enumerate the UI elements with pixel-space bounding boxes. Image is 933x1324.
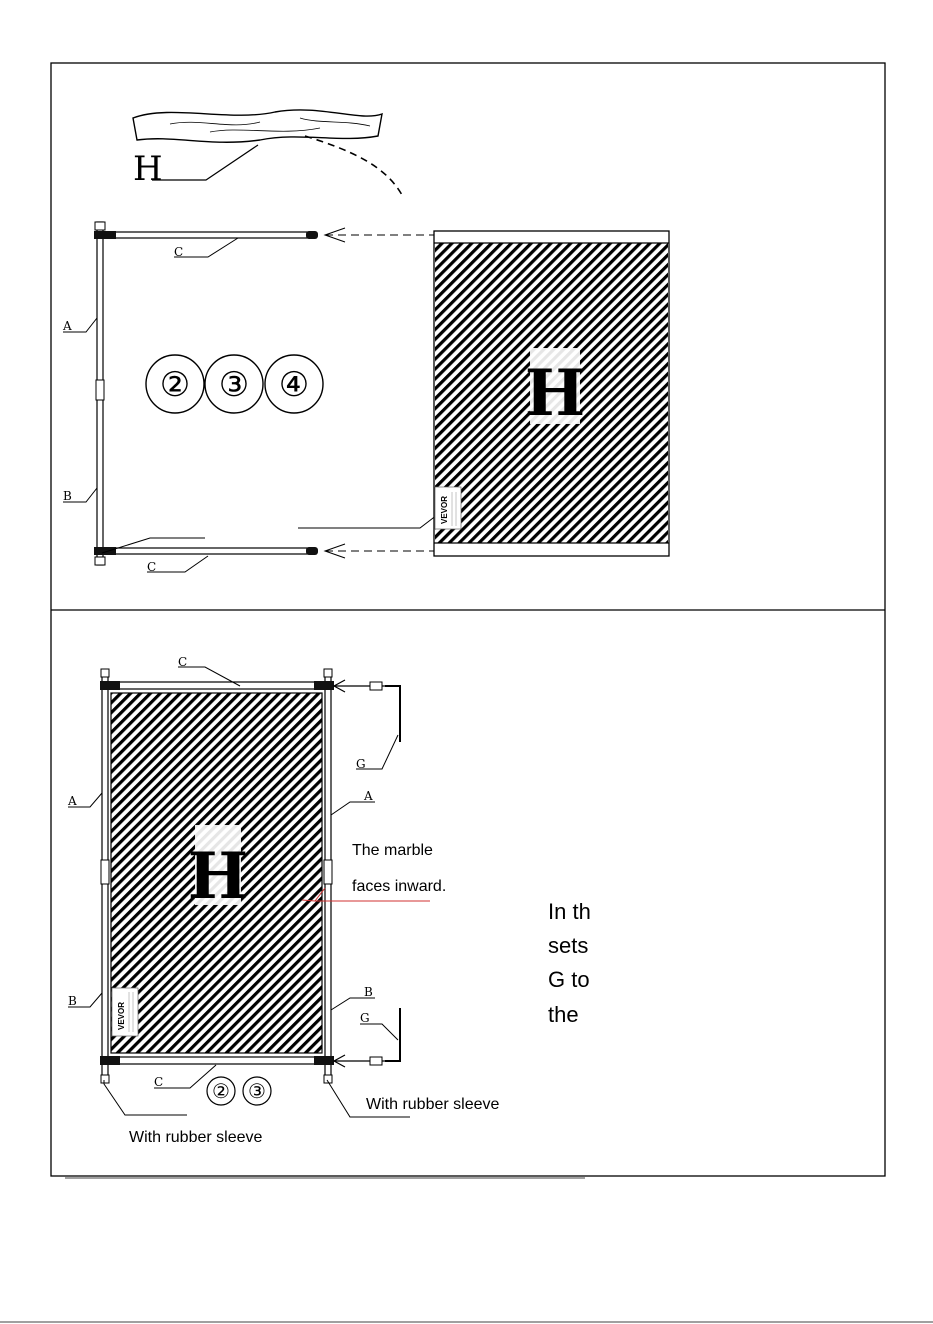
pole-end-bottom bbox=[306, 547, 318, 555]
label-b: B bbox=[63, 489, 72, 503]
panel-2 bbox=[67, 655, 591, 1146]
label-h-top: H bbox=[133, 149, 163, 189]
leader-tag bbox=[298, 515, 437, 528]
leader-g-bottom bbox=[360, 1024, 398, 1040]
step-2: ② bbox=[159, 365, 191, 405]
label-g-bottom: G bbox=[360, 1011, 370, 1025]
leader-sleeve-left bbox=[104, 1080, 187, 1115]
joint-br bbox=[314, 1056, 334, 1065]
instruction-line-1: In th bbox=[548, 899, 591, 924]
label-a-left: A bbox=[68, 794, 77, 808]
brand-tag-text-2: VEVOR bbox=[117, 1001, 126, 1030]
pole-cap-top bbox=[95, 222, 105, 230]
label-c-bottom: C bbox=[147, 560, 157, 574]
label-h: H bbox=[187, 839, 249, 914]
label-b-right: B bbox=[364, 985, 373, 999]
label-h-sheet: H bbox=[524, 356, 586, 431]
step-2-small: ② bbox=[212, 1079, 230, 1103]
leader-a-right bbox=[331, 802, 375, 815]
leader-c-top bbox=[174, 238, 238, 257]
label-c-top-2: C bbox=[178, 655, 188, 669]
fabric-motion-arrow bbox=[305, 136, 402, 195]
right-connector bbox=[324, 860, 332, 884]
leader-h-top bbox=[152, 145, 258, 180]
label-g-top: G bbox=[356, 757, 366, 771]
step-4: ④ bbox=[278, 365, 310, 405]
right-cap-top bbox=[324, 669, 332, 677]
stake-g-top-hook bbox=[385, 686, 400, 742]
corner-joint-bottom bbox=[94, 547, 116, 555]
sleeve-right: With rubber sleeve bbox=[366, 1096, 500, 1113]
folded-fabric-icon bbox=[133, 110, 382, 142]
pole-cap-bottom bbox=[95, 557, 105, 565]
bottom-pole bbox=[108, 1057, 325, 1064]
stake-g-bottom-grip bbox=[370, 1057, 382, 1065]
top-pole bbox=[108, 682, 325, 689]
label-c-bottom-2: C bbox=[154, 1075, 164, 1089]
instruction-line-4: the bbox=[548, 1002, 579, 1027]
pole-connector bbox=[96, 380, 104, 400]
pole-c-bottom bbox=[103, 548, 313, 554]
note-line-1: The marble bbox=[352, 842, 433, 859]
sleeve-left: With rubber sleeve bbox=[129, 1129, 263, 1146]
joint-tl bbox=[100, 681, 120, 690]
label-b-left: B bbox=[68, 994, 77, 1008]
label-a: A bbox=[63, 319, 72, 333]
joint-tr bbox=[314, 681, 334, 690]
pole-end-top bbox=[306, 231, 318, 239]
label-c-top: C bbox=[174, 245, 184, 259]
joint-bl bbox=[100, 1056, 120, 1065]
label-a-right: A bbox=[364, 789, 373, 803]
step-3: ③ bbox=[218, 365, 250, 405]
leader-c-bottom-2 bbox=[154, 1065, 216, 1088]
left-cap-bottom bbox=[101, 1075, 109, 1083]
stake-g-top-grip bbox=[370, 682, 382, 690]
brand-tag-text: VEVOR bbox=[440, 495, 449, 524]
panel-1 bbox=[62, 110, 669, 574]
pole-c-top bbox=[103, 232, 313, 238]
instruction-line-2: sets bbox=[548, 933, 589, 958]
leader-b-right bbox=[331, 998, 375, 1010]
corner-joint-top bbox=[94, 231, 116, 239]
step-3-small: ③ bbox=[248, 1079, 266, 1103]
note-line-2: faces inward. bbox=[352, 878, 447, 895]
instruction-line-3: G to bbox=[548, 967, 590, 992]
left-cap-top bbox=[101, 669, 109, 677]
left-connector bbox=[101, 860, 109, 884]
